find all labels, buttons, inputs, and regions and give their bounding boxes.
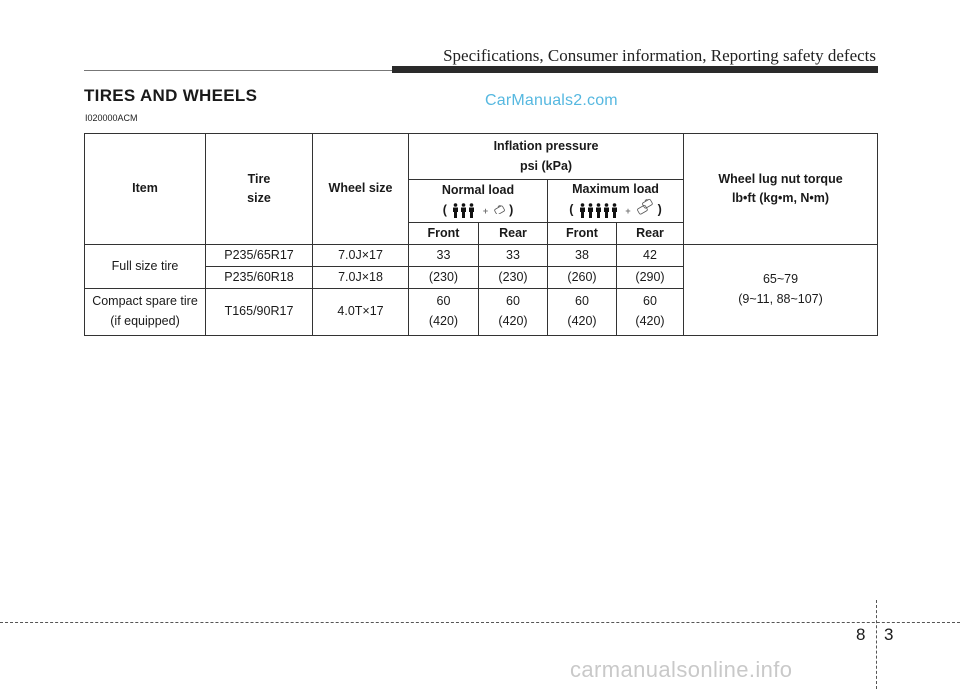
luggage-icon (494, 201, 506, 220)
full-tire-2: P235/60R18 (206, 266, 313, 288)
spare-wheel: 4.0T×17 (313, 288, 409, 335)
full-kpa-max-rear: (290) (617, 266, 684, 288)
header-item: Item (85, 134, 206, 245)
person-icon (595, 203, 602, 218)
full-kpa-normal-rear: (230) (479, 266, 548, 288)
header-maximum-load (548, 180, 684, 223)
full-psi-normal-rear: 33 (479, 244, 548, 266)
running-header: Specifications, Consumer information, Reporting safety defects (443, 46, 876, 65)
spare-label (85, 288, 206, 335)
header-wheel-size: Wheel size (313, 134, 409, 245)
chapter-number: 8 (856, 625, 866, 644)
section-title: TIRES AND WHEELS (84, 86, 258, 105)
header-torque-line2: lb•ft (kg•m, N•m) (731, 190, 830, 205)
full-kpa-normal-front: (230) (409, 266, 479, 288)
spare-normal-rear: 60 (420) (479, 288, 548, 335)
footer-divider (876, 600, 877, 689)
spare-max-front: 60 (420) (548, 288, 617, 335)
stacked-luggage-icon (636, 199, 654, 221)
footer-rule (0, 622, 960, 623)
torque-value (684, 244, 878, 335)
full-tire-1: P235/65R17 (206, 244, 313, 266)
header-normal-rear: Rear (479, 222, 548, 244)
spare-label-line2: (if equipped) (110, 313, 180, 328)
person-icon (611, 203, 618, 218)
full-size-label: Full size tire (85, 244, 206, 288)
full-psi-normal-front: 33 (409, 244, 479, 266)
tires-wheels-table (84, 133, 878, 336)
header-max-front: Front (548, 222, 617, 244)
page-number: 3 (884, 625, 894, 644)
spare-max-rear: 60 (420) (617, 288, 684, 335)
header-inflation-line1: Inflation pressure (493, 139, 599, 154)
maximum-load-icons: ( + ) (548, 199, 683, 221)
full-wheel-1: 7.0J×17 (313, 244, 409, 266)
person-icon (452, 203, 459, 218)
header-inflation (409, 134, 684, 180)
normal-load-icons: ( + ) (409, 201, 547, 220)
header-normal-load (409, 180, 548, 223)
spare-normal-front: 60 (420) (409, 288, 479, 335)
header-max-rear: Rear (617, 222, 684, 244)
person-icon (579, 203, 586, 218)
header-inflation-line2: psi (kPa) (519, 158, 573, 173)
person-icon (468, 203, 475, 218)
watermark-top: CarManuals2.com (485, 92, 618, 109)
header-tire-line1: Tire (247, 171, 271, 186)
maximum-load-label: Maximum load (572, 182, 659, 196)
header-tire-size (206, 134, 313, 245)
header-normal-front: Front (409, 222, 479, 244)
torque-line1: 65~79 (762, 272, 799, 287)
header-bar (392, 66, 878, 73)
torque-line2: (9~11, 88~107) (738, 291, 823, 306)
normal-load-persons-icon (452, 203, 475, 218)
spare-tire: T165/90R17 (206, 288, 313, 335)
person-icon (460, 203, 467, 218)
section-code: I020000ACM (85, 113, 138, 123)
full-wheel-2: 7.0J×18 (313, 266, 409, 288)
watermark-bottom: carmanualsonline.info (570, 657, 793, 682)
spare-label-line1: Compact spare tire (92, 294, 198, 309)
header-tire-line2: size (247, 190, 271, 205)
person-icon (603, 203, 610, 218)
normal-load-label: Normal load (441, 183, 515, 198)
header-torque (684, 134, 878, 245)
full-kpa-max-front: (260) (548, 266, 617, 288)
header-torque-line1: Wheel lug nut torque (718, 171, 843, 186)
full-psi-max-front: 38 (548, 244, 617, 266)
maximum-load-persons-icon (579, 203, 618, 218)
person-icon (587, 203, 594, 218)
full-psi-max-rear: 42 (617, 244, 684, 266)
